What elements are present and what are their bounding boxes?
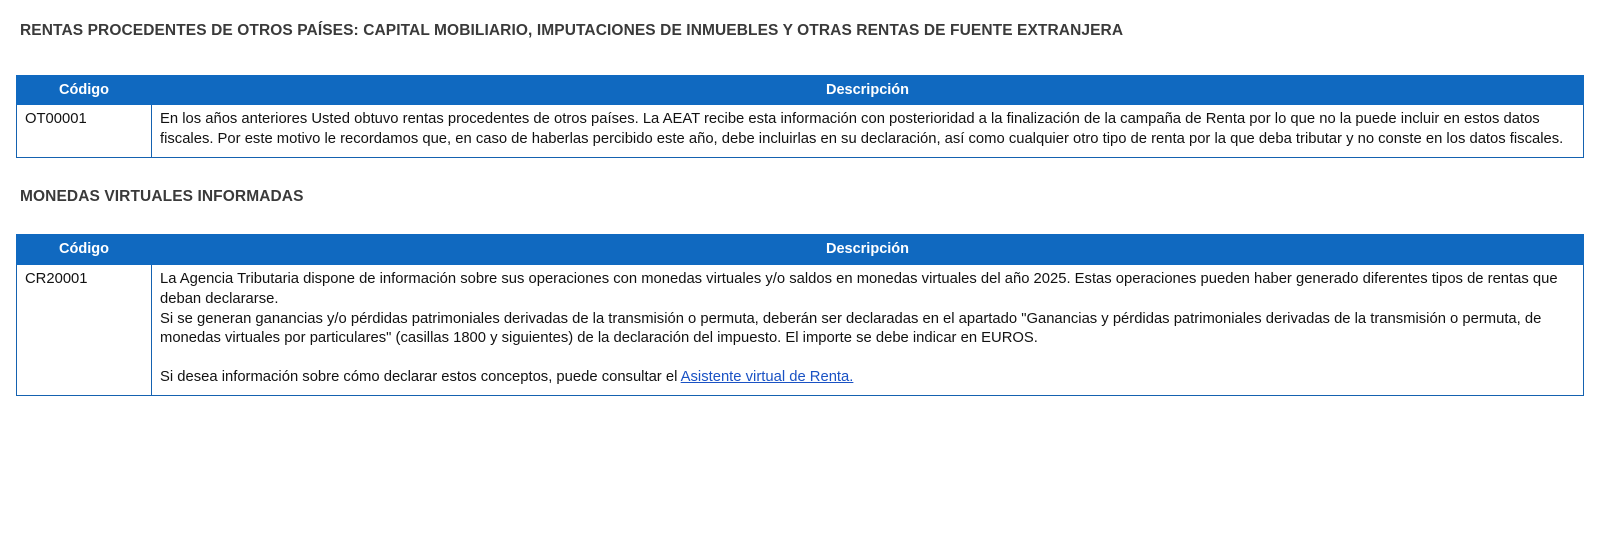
closing-text: Si desea información sobre cómo declarar estos conceptos, puede consultar el <box>160 368 681 385</box>
foreign-income-table <box>16 75 1584 158</box>
row-code: CR20001 <box>17 265 152 395</box>
row-code: OT00001 <box>17 105 152 157</box>
table-header-row <box>17 75 1584 105</box>
description-paragraph: Si se generan ganancias y/o pérdidas patrimoniales derivadas de la transmisión o permuta, deberán ser declaradas en el apartado "Ganancias y pérdidas patrimoniales derivadas de la transmisión o permuta, de monedas virtuales por particulares" (casillas 1800 y siguientes) de la declaración del impuesto. El importe se debe indicar en EUROS. <box>160 310 1542 347</box>
table-header <box>17 75 1584 105</box>
description-paragraph: En los años anteriores Usted obtuvo rentas procedentes de otros países. La AEAT recibe esta información con posterioridad a la finalización de la campaña de Renta por lo que no la puede incluir en estos datos fiscales. Por este motivo le recordamos que, en caso de haberlas percibido este año, debe incluirlas en su declaración, así como cualquier otro tipo de renta por la que deba tributar y no conste en los datos fiscales. <box>160 111 1564 148</box>
description-paragraph: La Agencia Tributaria dispone de información sobre sus operaciones con monedas virtuales y/o saldos en monedas virtuales del año 2025. Estas operaciones pueden haber generado diferentes tipos de rentas que deban declararse. <box>160 271 1558 307</box>
column-header-code: Código <box>17 75 152 105</box>
column-header-code: Código <box>17 235 152 265</box>
description-closing-paragraph <box>160 368 1575 388</box>
table-header-row <box>17 235 1584 265</box>
table-body <box>17 265 1584 395</box>
spacer <box>16 41 1584 75</box>
table-row <box>17 105 1584 157</box>
spacer <box>16 158 1584 188</box>
column-header-description: Descripción <box>152 75 1584 105</box>
section-title-foreign-income: RENTAS PROCEDENTES DE OTROS PAÍSES: CAPITAL MOBILIARIO, IMPUTACIONES DE INMUEBLES Y OTRAS RENTAS DE FUENTE EXTRANJERA <box>20 22 1124 39</box>
asistente-virtual-renta-link[interactable]: Asistente virtual de Renta. <box>680 368 854 385</box>
row-description <box>152 265 1584 395</box>
table-header <box>17 235 1584 265</box>
section-title-virtual-currencies: MONEDAS VIRTUALES INFORMADAS <box>20 187 304 205</box>
spacer <box>16 206 1584 234</box>
table-body <box>17 105 1584 157</box>
virtual-currencies-table <box>16 234 1584 395</box>
column-header-description: Descripción <box>152 235 1584 265</box>
row-description <box>152 105 1584 157</box>
table-row <box>17 265 1584 395</box>
